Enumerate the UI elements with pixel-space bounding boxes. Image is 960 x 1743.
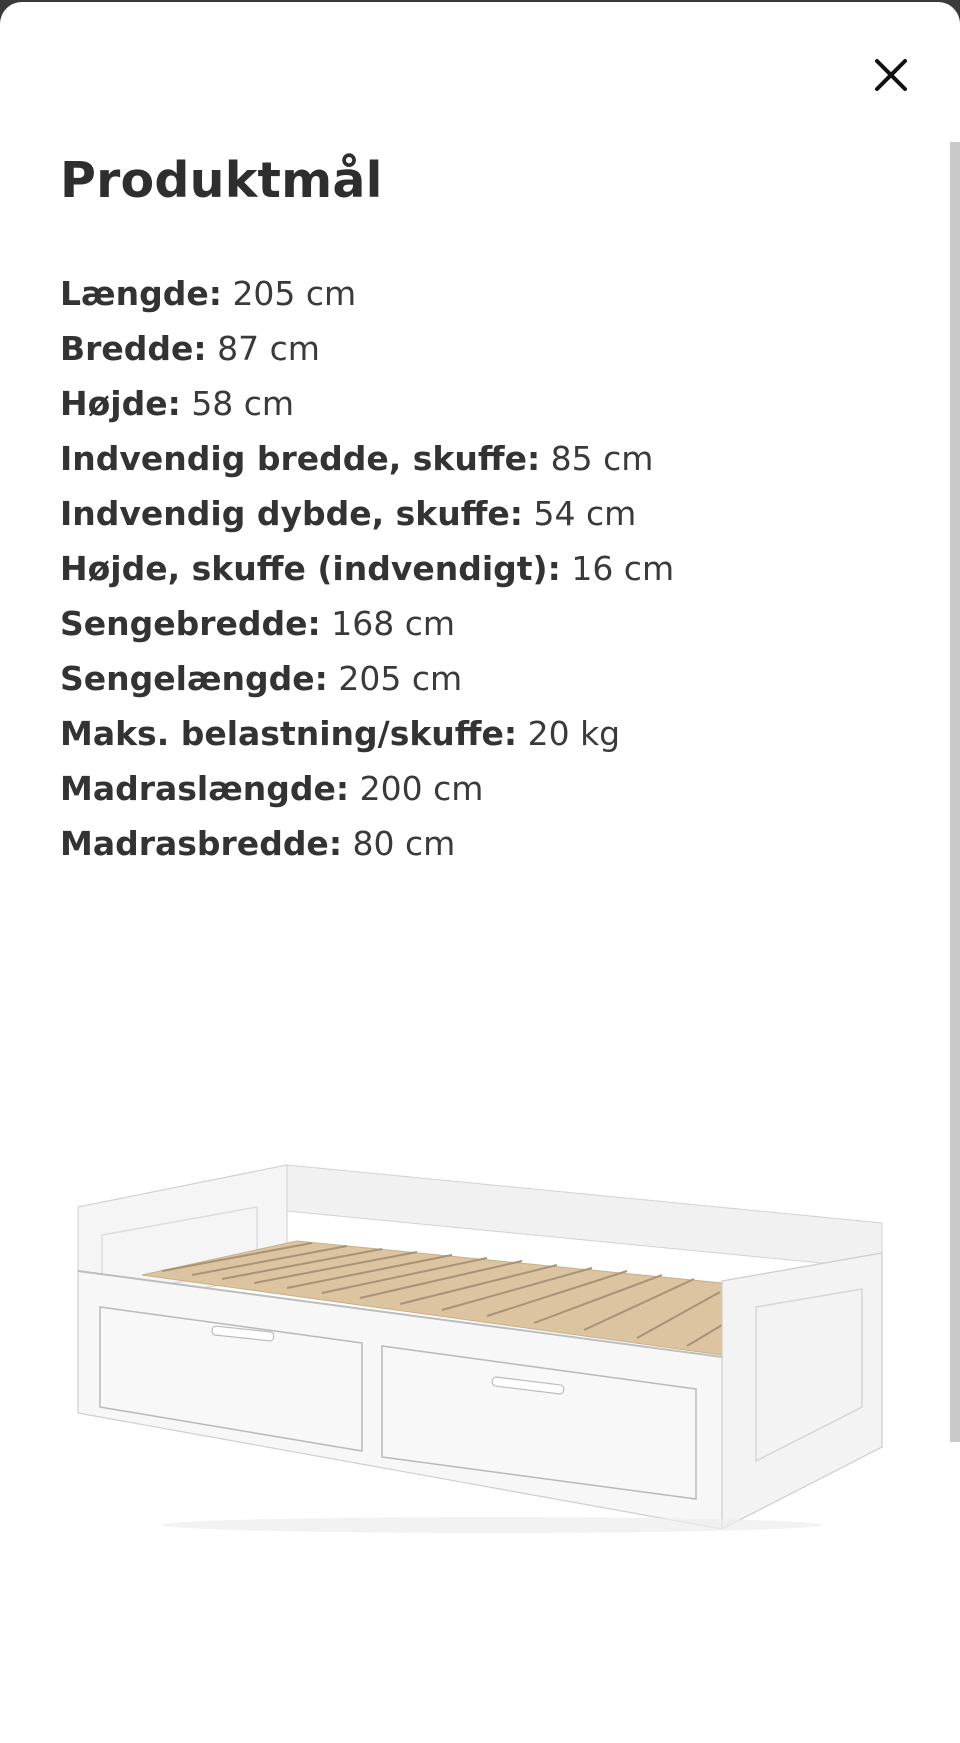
dimension-value: 205 cm [338,659,463,698]
dimension-row [60,321,674,376]
dimension-label: Sengelængde: [60,659,328,698]
dimension-row [60,706,674,761]
dimension-value: 205 cm [232,274,357,313]
dimension-row [60,761,674,816]
close-button[interactable] [862,46,920,104]
dimension-value: 58 cm [191,384,295,423]
dimension-row [60,486,674,541]
product-dimensions-sheet [0,2,960,1743]
dimension-label: Sengebredde: [60,604,321,643]
dimension-label: Bredde: [60,329,207,368]
dimension-value: 200 cm [359,769,484,808]
dimension-value: 20 kg [527,714,621,753]
dimension-row [60,596,674,651]
daybed-image [72,1157,892,1537]
dimension-row [60,431,674,486]
dimension-label: Maks. belastning/skuffe: [60,714,518,753]
dimension-row [60,541,674,596]
page-title: Produktmål [60,152,383,209]
dimension-row [60,376,674,431]
dimension-value: 16 cm [571,549,675,588]
dimensions-list [60,266,674,871]
dimension-label: Højde, skuffe (indvendigt): [60,549,561,588]
dimension-label: Højde: [60,384,181,423]
scrollbar[interactable] [950,142,960,1442]
dimension-value: 85 cm [550,439,654,478]
dimension-label: Indvendig dybde, skuffe: [60,494,523,533]
dimension-label: Madraslængde: [60,769,350,808]
dimension-row [60,816,674,871]
dimension-label: Længde: [60,274,222,313]
close-icon [874,58,908,92]
dimension-value: 168 cm [331,604,456,643]
dimension-value: 87 cm [217,329,320,368]
dimension-value: 54 cm [533,494,637,533]
dimension-label: Madrasbredde: [60,824,343,863]
dimension-row [60,266,674,321]
dimension-label: Indvendig bredde, skuffe: [60,439,541,478]
dimension-row [60,651,674,706]
dimension-value: 80 cm [352,824,456,863]
